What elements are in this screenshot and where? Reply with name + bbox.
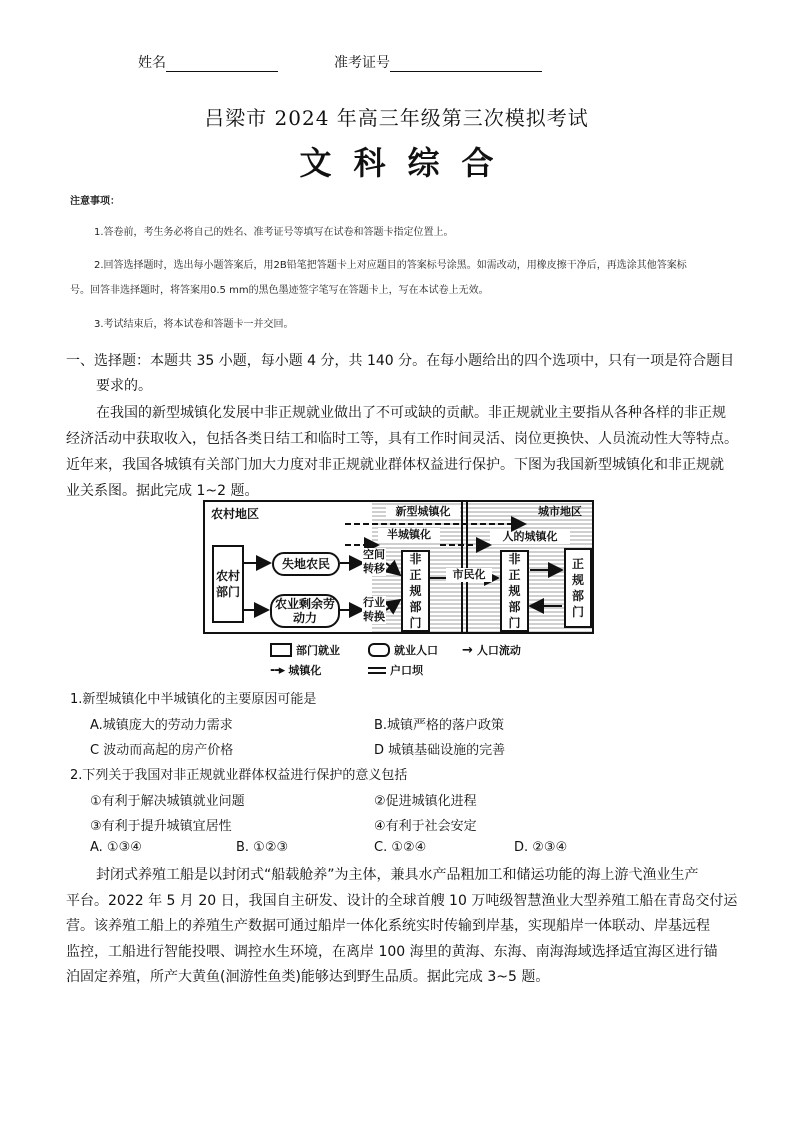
legend-employed-pop-label: 就业人口 bbox=[394, 644, 438, 657]
semi-urbanization-label: 半城镇化 bbox=[378, 528, 440, 542]
section-instruction: 一、选择题：本题共 35 小题，每小题 4 分，共 140 分。在每小题给出的四个选项中，只有一项是符合题目 bbox=[66, 353, 735, 369]
notes-item-2b: 号。回答非选择题时，将答案用0.5 mm的黑色墨迹签字笔写在答题卡上，写在本试卷上无效。 bbox=[70, 285, 489, 296]
q2-statement-4: ④有利于社会安定 bbox=[374, 819, 477, 834]
passage2-line-1: 封闭式养殖工船是以封闭式“船载舱养”为主体，兼具水产品粗加工和储运功能的海上游弋渔业生产 bbox=[96, 867, 699, 883]
legend-urbanization-label: 城镇化 bbox=[288, 664, 322, 677]
rural-area-label: 农村地区 bbox=[211, 507, 260, 521]
legend-pop-flow bbox=[462, 642, 521, 658]
passage2-line-4: 监控，工船进行智能投喂、调控水生环境，在离岸 100 海里的黄海、东海、南海海域选择适宜海区进行锚 bbox=[66, 944, 718, 960]
people-urbanization-label: 人的城镇化 bbox=[490, 530, 570, 544]
q2-option-a: A. ①③④ bbox=[90, 840, 142, 855]
formal-dept-box: 正规部门 bbox=[564, 548, 592, 628]
notes-heading: 注意事项： bbox=[70, 196, 120, 207]
surplus-labor-oval: 农业剩余劳动力 bbox=[270, 594, 340, 628]
subject-title: 文科综合 bbox=[299, 144, 516, 182]
q2-statement-3: ③有利于提升城镇宜居性 bbox=[90, 819, 232, 834]
passage2-line-5: 泊固定养殖，所产大黄鱼(洄游性鱼类)能够达到野生品质。据此完成 3~5 题。 bbox=[66, 969, 550, 985]
informal-dept-box-1: 非正规部门 bbox=[401, 550, 430, 632]
flow-arrow-to-informal-1 bbox=[386, 563, 400, 575]
space-transfer-label: 空间转移 bbox=[363, 548, 385, 575]
legend-dashed-arrow-icon: --▸ bbox=[270, 662, 285, 678]
legend-hukou bbox=[368, 662, 423, 678]
section-instruction-2: 要求的。 bbox=[96, 378, 152, 394]
notes-item-3: 3.考试结束后，将本试卷和答题卡一并交回。 bbox=[94, 319, 294, 330]
citizenization-label: 市民化 bbox=[446, 568, 492, 582]
legend-arrow-icon: → bbox=[462, 642, 473, 658]
q1-option-a: A.城镇庞大的劳动力需求 bbox=[90, 718, 233, 733]
exam-id-label: 准考证号 bbox=[334, 55, 390, 71]
q2-option-c: C. ①②④ bbox=[374, 840, 427, 855]
q2-option-d: D. ②③④ bbox=[514, 840, 568, 855]
legend-employed-pop bbox=[368, 642, 438, 658]
passage1-line-2: 经济活动中获取收入，包括各类日结工和临时工等，具有工作时间灵活、岗位更换快、人员流动性大等特点。 bbox=[66, 431, 738, 447]
q2-statement-1: ①有利于解决城镇就业问题 bbox=[90, 794, 245, 809]
q1-option-b: B.城镇严格的落户政策 bbox=[374, 718, 505, 733]
legend-pop-flow-label: 人口流动 bbox=[476, 644, 521, 657]
q1-stem: 1.新型城镇化中半城镇化的主要原因可能是 bbox=[70, 692, 317, 707]
passage1-line-3: 近年来，我国各城镇有关部门加大力度对非正规就业群体权益进行保护。下图为我国新型城镇化和非正规就 bbox=[66, 457, 724, 473]
passage1-line-1: 在我国的新型城镇化发展中非正规就业做出了不可或缺的贡献。非正规就业主要指从各种各样的非正规 bbox=[96, 405, 726, 421]
city-area-label: 城市地区 bbox=[538, 505, 582, 518]
q1-option-d: D 城镇基础设施的完善 bbox=[374, 743, 506, 758]
legend-dept-employment bbox=[270, 642, 340, 658]
legend-hukou-label: 户口坝 bbox=[390, 664, 423, 677]
informal-dept-box-2: 非正规部门 bbox=[500, 550, 529, 632]
legend-urbanization bbox=[270, 662, 321, 678]
new-urbanization-label: 新型城镇化 bbox=[386, 505, 460, 519]
legend-box-swatch bbox=[270, 643, 292, 657]
passage1-line-4: 业关系图。据此完成 1~2 题。 bbox=[66, 483, 259, 499]
passage2-line-3: 营。该养殖工船上的养殖生产数据可通过船岸一体化系统实时传输到岸基，实现船岸一体联动、岸基远程 bbox=[66, 918, 710, 934]
rural-dept-box: 农村部门 bbox=[212, 545, 244, 623]
q1-option-c: C 波动而高起的房产价格 bbox=[90, 743, 234, 758]
legend-dept-employment-label: 部门就业 bbox=[296, 644, 340, 657]
notes-item-1: 1.答卷前，考生务必将自己的姓名、准考证号等填写在试卷和答题卡指定位置上。 bbox=[94, 227, 454, 238]
flow-arrow-to-informal-1b bbox=[386, 600, 400, 610]
passage2-line-2: 平台。2022 年 5 月 20 日，我国自主研发、设计的全球首艘 10 万吨级智慧渔业大型养殖工船在青岛交付运 bbox=[66, 893, 738, 909]
industry-switch-label: 行业转换 bbox=[363, 596, 385, 623]
q2-option-b: B. ①②③ bbox=[236, 840, 289, 855]
legend-double-line-icon bbox=[368, 667, 386, 674]
exam-title: 吕梁市 2024 年高三年级第三次模拟考试 bbox=[204, 106, 589, 130]
legend-oval-swatch bbox=[368, 643, 390, 657]
notes-item-2a: 2.回答选择题时，选出每小题答案后，用2B铅笔把答题卡上对应题目的答案标号涂黑。如需改动，用橡皮擦干净后，再选涂其他答案标 bbox=[94, 260, 687, 271]
q2-stem: 2.下列关于我国对非正规就业群体权益进行保护的意义包括 bbox=[70, 768, 408, 783]
q2-statement-2: ②促进城镇化进程 bbox=[374, 794, 477, 809]
name-label: 姓名 bbox=[138, 55, 166, 71]
landless-farmers-oval: 失地农民 bbox=[272, 552, 340, 576]
